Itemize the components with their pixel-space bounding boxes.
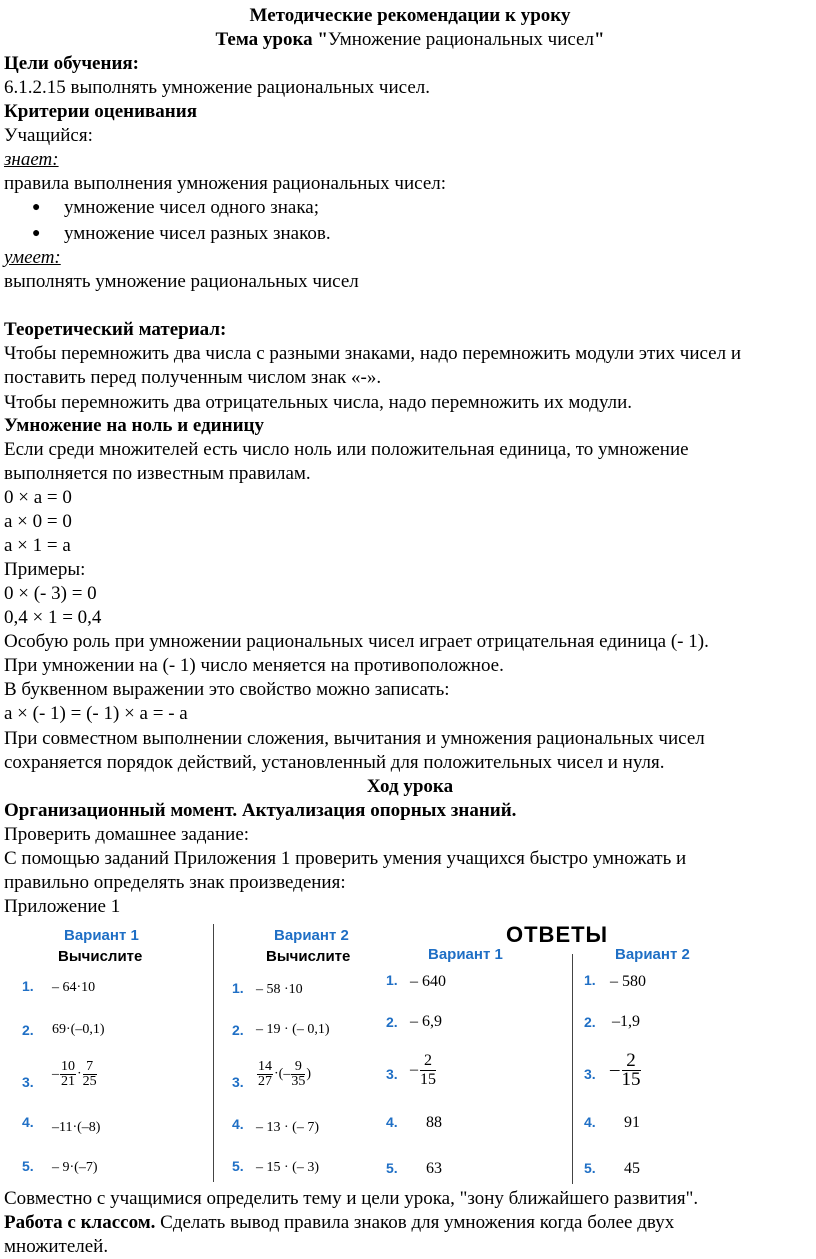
v2-expr-4: – 13 · (– 7) bbox=[256, 1120, 319, 1135]
ans1-5: 63 bbox=[426, 1160, 442, 1177]
fraction: $\frac{7}{25}$ bbox=[82, 1059, 97, 1089]
examples-label: Примеры: bbox=[4, 559, 86, 580]
item-number: 5. bbox=[232, 1158, 244, 1174]
criteria-heading: Критерии оценивания bbox=[4, 101, 197, 122]
student-label: Учащийся: bbox=[4, 125, 93, 146]
item-number: 5. bbox=[22, 1158, 34, 1174]
ans1-4: 88 bbox=[426, 1114, 442, 1131]
theory-p4-line1: Особую роль при умножении рациональных чисел играет отрицательная единица (- 1). bbox=[4, 631, 709, 652]
theory-p1-line1: Чтобы перемножить два числа с разными знаками, надо перемножить модули этих чисел и bbox=[4, 343, 742, 364]
knows-text: правила выполнения умножения рациональных чисел: bbox=[4, 173, 447, 194]
answers-variant1-header: Вариант 1 bbox=[428, 946, 503, 963]
v2-expr-5: – 15 · (– 3) bbox=[256, 1160, 319, 1175]
compute-label-1: Вычислите bbox=[58, 948, 143, 965]
v2-expr-1: – 58 ·10 bbox=[256, 982, 303, 997]
item-number: 1. bbox=[584, 972, 596, 988]
bullet-icon: ● bbox=[32, 226, 41, 241]
topic-name: Умножение рациональных чисел bbox=[327, 29, 594, 50]
theory-p4-line2: При умножении на (- 1) число меняется на противоположное. bbox=[4, 655, 504, 676]
class-work-text: Сделать вывод правила знаков для умножения когда более двух bbox=[155, 1212, 675, 1233]
task-line2: правильно определять знак произведения: bbox=[4, 872, 346, 893]
appendix-label: Приложение 1 bbox=[4, 896, 121, 917]
bullet-icon: ● bbox=[32, 200, 41, 215]
lesson-heading: Ход урока bbox=[366, 776, 454, 797]
answers-variant2-header: Вариант 2 bbox=[615, 946, 690, 963]
divider bbox=[572, 954, 573, 1184]
variant2-header: Вариант 2 bbox=[274, 927, 349, 944]
item-number: 5. bbox=[584, 1160, 596, 1176]
v2-expr-3: $\frac{14}{27}$ ·(– $\frac{9}{35}$ ) bbox=[258, 1059, 311, 1089]
task-line1: С помощью заданий Приложения 1 проверить умения учащихся быстро умножать и bbox=[4, 848, 687, 869]
v2-expr-2: – 19 · (– 0,1) bbox=[256, 1022, 330, 1037]
bullet-item-1: умножение чисел одного знака; bbox=[64, 197, 319, 218]
theory-p3-line2: выполняется по известным правилам. bbox=[4, 463, 311, 484]
check-homework: Проверить домашнее задание: bbox=[4, 824, 250, 845]
ans2-5: 45 bbox=[624, 1160, 640, 1177]
goals-heading: Цели обучения: bbox=[4, 53, 139, 74]
goals-item: 6.1.2.15 выполнять умножение рациональных чисел. bbox=[4, 77, 430, 98]
topic-suffix: " bbox=[593, 29, 605, 50]
item-number: 1. bbox=[386, 972, 398, 988]
theory-p3-line1: Если среди множителей есть число ноль или положительная единица, то умножение bbox=[4, 439, 689, 460]
doc-title: Методические рекомендации к уроку bbox=[249, 5, 571, 26]
item-number: 1. bbox=[232, 980, 244, 996]
theory-p5-line2: сохраняется порядок действий, установленный для положительных чисел и нуля. bbox=[4, 752, 665, 773]
variant1-header: Вариант 1 bbox=[64, 927, 139, 944]
can-label: умеет: bbox=[4, 247, 61, 268]
item-number: 1. bbox=[22, 978, 34, 994]
item-number: 5. bbox=[386, 1160, 398, 1176]
v1-expr-2: 69·(–0,1) bbox=[52, 1022, 105, 1037]
compute-label-2: Вычислите bbox=[266, 948, 351, 965]
ans2-2: –1,9 bbox=[612, 1013, 640, 1030]
fraction: $\frac{14}{27}$ bbox=[258, 1059, 272, 1089]
bullet-item-2: умножение чисел разных знаков. bbox=[64, 223, 331, 244]
class-work-label: Работа с классом. bbox=[4, 1212, 156, 1233]
ans1-1: – 640 bbox=[410, 973, 446, 990]
item-number: 2. bbox=[386, 1014, 398, 1030]
item-number: 3. bbox=[584, 1066, 596, 1082]
item-number: 2. bbox=[232, 1022, 244, 1038]
knows-label: знает: bbox=[4, 149, 59, 170]
topic-prefix: Тема урока " bbox=[215, 29, 328, 50]
example-2: 0,4 × 1 = 0,4 bbox=[4, 607, 102, 628]
item-number: 4. bbox=[22, 1114, 34, 1130]
ans1-3: – $\frac{2}{15}$ bbox=[410, 1052, 436, 1088]
can-text: выполнять умножение рациональных чисел bbox=[4, 271, 359, 292]
minus-sign: – bbox=[52, 1066, 59, 1082]
rule-2: a × 0 = 0 bbox=[4, 511, 72, 532]
v1-expr-1: – 64·10 bbox=[52, 980, 96, 995]
fraction: $\frac{9}{35}$ bbox=[291, 1059, 306, 1089]
divider bbox=[213, 924, 214, 1182]
class-work-line bbox=[4, 1211, 674, 1235]
theory-p1-line2: поставить перед полученным числом знак «-». bbox=[4, 367, 382, 388]
item-number: 4. bbox=[232, 1116, 244, 1132]
theory-p2: Чтобы перемножить два отрицательных числа, надо перемножить их модули. bbox=[4, 392, 633, 413]
fraction: $\frac{2}{15}$ bbox=[621, 1050, 641, 1090]
ans2-4: 91 bbox=[624, 1114, 640, 1131]
v1-expr-4: –11·(–8) bbox=[52, 1120, 101, 1135]
item-number: 3. bbox=[22, 1074, 34, 1090]
item-number: 4. bbox=[584, 1114, 596, 1130]
theory-p4-formula: a × (- 1) = (- 1) × a = - a bbox=[4, 703, 188, 724]
answers-title: ОТВЕТЫ bbox=[506, 922, 609, 947]
rule-3: a × 1 = a bbox=[4, 535, 71, 556]
ans2-3: – $\frac{2}{15}$ bbox=[610, 1050, 641, 1090]
fraction: $\frac{10}{21}$ bbox=[61, 1059, 75, 1089]
theory-heading: Теоретический материал: bbox=[4, 319, 227, 340]
item-number: 3. bbox=[386, 1066, 398, 1082]
class-work-line2: множителей. bbox=[4, 1236, 109, 1257]
item-number: 2. bbox=[584, 1014, 596, 1030]
after-worksheet-line: Совместно с учащимися определить тему и цели урока, "зону ближайшего развития". bbox=[4, 1188, 699, 1209]
lesson-topic bbox=[4, 28, 816, 52]
theory-p4-line3: В буквенном выражении это свойство можно записать: bbox=[4, 679, 450, 700]
appendix-worksheet-image bbox=[0, 918, 816, 1186]
v1-expr-5: – 9·(–7) bbox=[52, 1160, 98, 1175]
item-number: 4. bbox=[386, 1114, 398, 1130]
item-number: 2. bbox=[22, 1022, 34, 1038]
fraction: $\frac{2}{15}$ bbox=[420, 1052, 436, 1088]
v1-expr-3: – $\frac{10}{21}$ · $\frac{7}{25}$ bbox=[52, 1059, 97, 1089]
item-number: 3. bbox=[232, 1074, 244, 1090]
rule-1: 0 × a = 0 bbox=[4, 487, 72, 508]
ans1-2: – 6,9 bbox=[410, 1013, 442, 1030]
org-heading: Организационный момент. Актуализация опорных знаний. bbox=[4, 800, 517, 821]
ans2-1: – 580 bbox=[610, 973, 646, 990]
theory-p5-line1: При совместном выполнении сложения, вычитания и умножения рациональных чисел bbox=[4, 728, 705, 749]
example-1: 0 × (- 3) = 0 bbox=[4, 583, 97, 604]
zero-one-heading: Умножение на ноль и единицу bbox=[4, 415, 264, 436]
